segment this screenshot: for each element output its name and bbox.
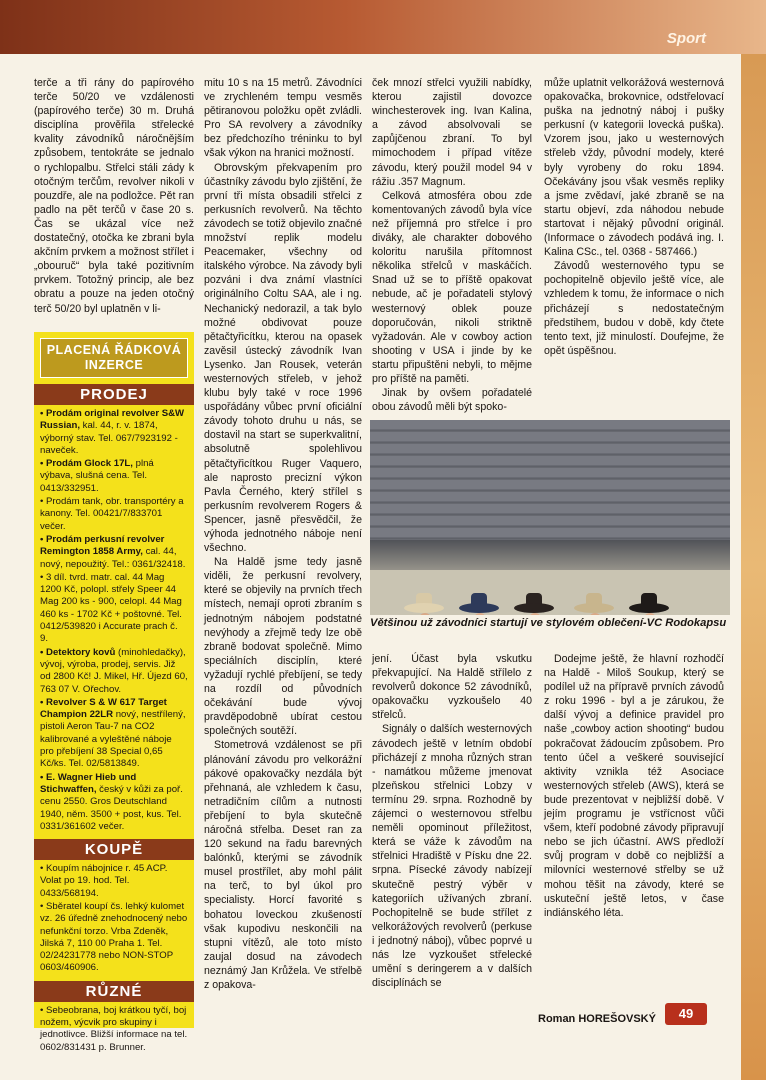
paragraph: terče a tři rány do papírového terče 50/20 ve vzdálenosti (papírového terče) 30 m. Druhá disciplína prověřila střelecké kvality závodníků náročnějším způsobem, tentokráte se jednalo o rychlopalbu. Střelci stáli zády k otočným terčům, revolver nikoli v pouzdře, ale na podložce. Pět ran padlo na pět terčů v čase 20 s. Čas se ukázal více než dostatečný, otočka ke zbrani byla akčním prvkem a možnost střílet i „obouruč“ byla také pozitivním prvkem. Totožný princip, ale bez obratu a pouze na jeden otočný terč 50/20 byl uplatněn v li- — [34, 77, 194, 315]
paragraph: Celková atmosféra obou zde komentovaných závodů byla více než příjemná pro střelce i pro diváky, ale charakter dobového koloritu narušila přítomnost několika střelců v maskáčích. Snad už se to příště opakovat nebude, ač je pořadateli stylový westernový oblek pouze doporučován, nikoli striktně vyžadován. Ale v cowboy action shooting v USA i jinde by ke startu připuštěni nebyli, to mějme pro příště na paměti. — [372, 189, 532, 385]
ad-text: • Sebeobrana, boj krátkou tyčí, boj nožem, výcvik pro skupiny i jednotlivce. Bližší informace na tel. 0602/831431 p. Brunner. — [40, 1004, 188, 1053]
ads-title: PLACENÁ ŘÁDKOVÁ INZERCE — [40, 338, 188, 378]
column-2 — [204, 76, 362, 992]
ad-lead: • Revolver S & W 617 Target Champion 22LR — [40, 696, 167, 721]
ads-sections — [34, 384, 194, 1054]
paragraph: ček mnozí střelci využili nabídky, kterou zajistil dovozce winchesterovek ing. Ivan Kalina, a závod absolvovali se zapůjčenou zbraní. To byl mimochodem i případ vítěze závodu, který použil model 94 v rážiu .357 Magnum. — [372, 77, 532, 188]
classified-ad — [34, 572, 194, 646]
section-title: Sport — [666, 30, 706, 47]
ad-text: cal. 44, nový, nepoužitý. Tel.: 0361/32418. — [40, 546, 186, 570]
ad-text: • 3 díl. tvrd. matr. cal. 44 Mag 1200 Kč, polopl. střely Speer 44 Mag 200 ks - 900, celopl. 44 Mag 460 ks - 1702 Kč + poštovné. Tel. 0412/539820 i Accurate prach č. 9. — [40, 571, 182, 645]
paragraph: Obrovským překvapením pro účastníky závodu bylo zjištění, že první tři místa obsadili střelci z perkusních revolverů. Na těchto závodech se totiž objevilo značné množství replik modelu Peacemaker, všechny od italského výrobce. Na závody byli pozváni i dva známí vlastníci originálního Coltu SAA, ale i ng. Nechanický nedorazil, a tak bylo možné obdivovat pouze pětačtyřicítku, kterou na opasek zavěsil ústecký závodník Ivan Lysenko. Jan Rousek, veterán westernových střeleb, v jehož klubu byly také v roce 1996 uspořádány vůbec první oficiální závody tohoto druhu u nás, se dostavil na start se superkvalitní, absolutně spolehlivou pětačtyřicítkou Ruger Vaquero, ale naprosto precizní výkon Pavla Černého, který střílel s perkusním revolverem Rogers & Spencer, jasně přesvědčil, že výhoda jednotného náboje není všechno. — [204, 161, 362, 555]
classified-ad — [34, 901, 194, 975]
ad-lead: • E. Wagner Hieb und Stichwaffen, — [40, 771, 137, 795]
page-number: 49 — [665, 1003, 707, 1025]
ad-lead: • Prodám Glock 17L, — [40, 458, 133, 470]
ads-section-heading: PRODEJ — [34, 384, 194, 405]
paragraph: Signály o dalších westernových závodech ještě v letním období přicházejí z mnoha různých stran - namátkou můžeme jmenovat plzeňskou střelnici Lobzy v termínu 29. srpna. Rozhodně by zájemci o westernovou střelbu neměli opominout příležitost, která se váže k závodům na střelnici Hradiště v Písku dne 22. srpna. Písecké závody nabízejí skutečně pestrý výběr v kategoriích užívaných zbraní. Pochopitelně se bude střílet z velkorážových revolverů (perkuse i jednotný náboj), vůbec poprvé u nás lze vyzkoušet střelecké umění s deringerem a v dalších disciplínách se — [372, 723, 532, 990]
paragraph: jení. Účast byla vskutku překvapující. Na Haldě střílelo z revolverů dokonce 52 závodníků, opakovačku vyzkoušelo 40 střelců. — [372, 653, 532, 722]
right-edge-strip — [741, 54, 766, 1080]
classified-ad — [34, 534, 194, 571]
photo-caption: Většinou už závodníci startují ve stylovém oblečení-VC Rodokapsu — [370, 617, 727, 629]
paragraph: Na Haldě jsme tedy jasně viděli, že perkusní revolvery, které se objevily na prvních třech místech, nemají oproti zbraním s jednotným nábojem podstatné nevýhody a zřejmě tedy lze obě zbraně bodovat společně. Mimo speciálních disciplín, které vyžadují rychlé přebíjení, se tedy na rozdíl od původních očekávání bude vývoj pravděpodobně ubírat cestou společných soutěží. — [204, 556, 362, 738]
ad-text: • Koupím nábojnice r. 45 ACP. Volat po 19. hod. Tel. 0433/568194. — [40, 863, 168, 899]
paragraph: Jinak by ovšem pořadatelé obou závodů měli být spoko- — [372, 387, 532, 414]
classified-ad — [34, 863, 194, 900]
classified-ad — [34, 1005, 194, 1054]
column-3-bottom — [372, 652, 532, 990]
ads-section-heading: KOUPĚ — [34, 839, 194, 860]
classified-ad — [34, 458, 194, 495]
paragraph: mitu 10 s na 15 metrů. Závodníci ve zrychleném tempu vesměs pětiranovou položku opět zvládli. Pro SA revolvery a závodníky bez předchozího tréninku to byl však výkon na hranici možností. — [204, 77, 362, 160]
column-4-bottom — [544, 652, 724, 920]
header-bar — [0, 0, 766, 54]
column-4 — [544, 76, 724, 358]
ad-lead: • Prodám perkusní revolver Remington 1858 Army, — [40, 533, 165, 558]
log-wall — [370, 420, 730, 540]
ad-lead: • Detektory kovů — [40, 646, 116, 658]
paragraph: Dodejme ještě, že hlavní rozhodčí na Haldě - Miloš Soukup, který se podílel už na přípravě prvních závodů z roku 1996 - byl a je zárukou, že další vývoj a definice pravidel pro naše „cowboy action shooting“ budou pokračovat žádoucím způsobem. Pro tento účel a veškeré související aktivity vznikla též Asociace westernových střeleb (AWS), která se bude prezentovat v nejbližší době. V jejím programu je vstřícnost vůči všem, kteří podobné závody připravují nebo se jich účastní. AWS předloží svůj program v době co nejbližší a milovníci westernové střelby se už mohou těšit na závody, které se uskuteční ještě letos, v čase indiánského léta. — [544, 653, 724, 919]
author-byline: Roman HOREŠOVSKÝ — [538, 1013, 656, 1025]
ad-text: nový, nestřílený, pistoli Aeron Tau-7 na CO2 kalibrované a vyleštěné náboje pro přebíjení 38 Special 0,65 Kč/ks. Tel. 02/5813849. — [40, 709, 186, 770]
ad-text: český v kůži za poř. cenu 2550. Gros Deutschland 1940, něm. 3500 + post, kus. Tel. 0331/361602 večer. — [40, 783, 183, 832]
ad-text: • Sběratel koupí čs. lehký kulomet vz. 26 úředně znehodnocený nebo nefunkční torzo. Vrba Zdeněk, Jilská 7, 110 00 Praha 1. Tel. 02/24231778 nebo NON-STOP 0603/460906. — [40, 900, 188, 974]
classified-ad — [34, 697, 194, 771]
column-3 — [372, 76, 532, 414]
column-1 — [34, 76, 194, 316]
classified-ad — [34, 408, 194, 457]
paragraph: může uplatnit velkorážová westernová opakovačka, brokovnice, odstřelovací puška na jednotný náboj i pušky perkusní (v kategorii lovecká puška). Vzorem jsou, jako u westernových střeleb vždy, původní modely, které byly vyrobeny do roku 1894. Očekávány jsou však vesměs repliky a jsme zvědaví, jaké zbraně se na startu objeví, zda náhodou nebude startovat i nějaký původní originál. (Informace o závodech podává ing. I. Kalina CSc., tel. 0368 - 587466.) — [544, 77, 724, 259]
classified-ad — [34, 647, 194, 696]
ads-section-heading: RŮZNÉ — [34, 981, 194, 1002]
ad-text: plná výbava, slušná cena. Tel. 0413/332951. — [40, 458, 154, 494]
classified-ad — [34, 496, 194, 533]
ad-text: • Prodám tank, obr. transportéry a kanony. Tel. 00421/7/833701 večer. — [40, 496, 184, 532]
paragraph: Závodů westernového typu se pochopitelně objevilo ještě více, ale vzhledem k tomu, že informace o nich přicházejí s nedostatečným předstihem, budou v době, kdy čtete tento text, již minulostí. Doufejme, že opět úspěšnou. — [544, 260, 724, 357]
paragraph: Stometrová vzdálenost se při plánování závodu pro velkorážní pákové opakovačky nezdála být přehnaná, ale vzhledem k času, netradičním cílům a nutnosti přebíjení to byla skutečně náročná střelba. Deset ran za 120 sekund na řadu barevných balónků, kterými se závodník musel prostřílet, aby mohl pálit na terč, to byl úkol pro specialisty. Horcí favorité s bohatou loveckou zkušeností však kupodivu neskončili na stupni vítězů, ale toto místo zaujal dosud na závodech neznámý Jan Krůžela. Ve střelbě z opakova- — [204, 739, 362, 991]
classified-ads — [34, 332, 194, 1053]
ad-text: kal. 44, r. v. 1874, výborný stav. Tel. 067/7923192 - naveček. — [40, 420, 178, 456]
ad-lead: • Prodám original revolver S&W Russian, — [40, 408, 185, 432]
classified-ad — [34, 772, 194, 833]
ad-text: (minohledačky), vývoj, výroba, prodej, servis. Již od 2800 Kč! J. Mikel, Hř. Újezd 60, 763 07 V. Ořechov. — [40, 646, 188, 695]
photo-cowboys — [370, 420, 730, 615]
